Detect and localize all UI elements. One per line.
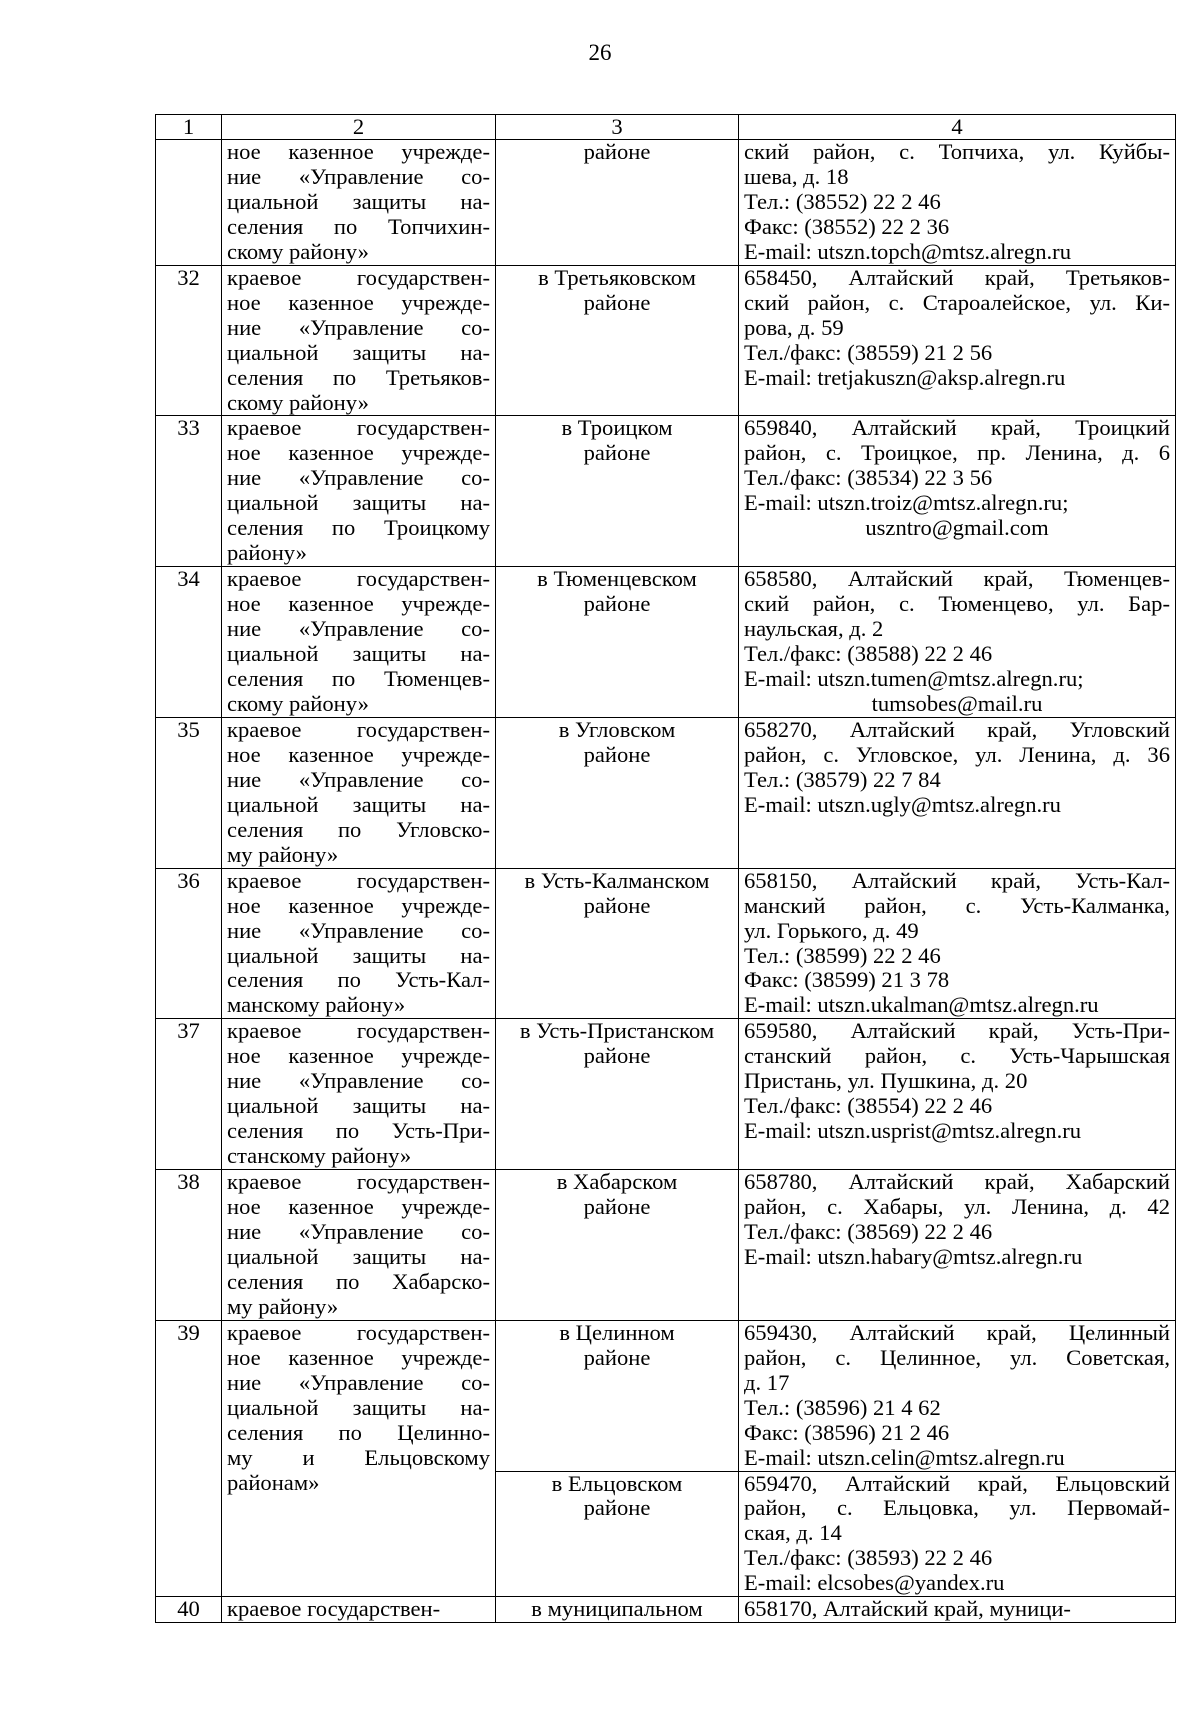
institution-name-line: ние «Управление со-	[227, 766, 490, 792]
institution-name-line: селения по Целинно-	[227, 1419, 490, 1445]
address-line: E-mail: utszn.ugly@mtsz.alregn.ru	[744, 791, 1061, 817]
institution-name-cell	[222, 1170, 496, 1321]
institution-name-line: ние «Управление со-	[227, 1218, 490, 1244]
institution-name-line: селения по Угловско-	[227, 816, 490, 842]
column-header-4: 4	[739, 115, 1176, 140]
district-line: в Тюменцевском	[537, 566, 697, 592]
address-line: ский район, с. Топчиха, ул. Куйбы-	[744, 139, 1170, 164]
row-number	[156, 140, 222, 266]
institution-name-line: селения по Троицкому	[227, 515, 490, 541]
district-line: в Усть-Пристанском	[519, 1018, 715, 1044]
address-line: uszntro@gmail.com	[865, 515, 1049, 541]
address-line: манский район, с. Усть-Калманка,	[744, 892, 1170, 918]
row-number: 39	[156, 1320, 222, 1596]
address-line: Факс: (38552) 22 2 36	[744, 213, 950, 239]
institution-name-line: краевое государствен-	[227, 1018, 490, 1044]
institution-name-line: ние «Управление со-	[227, 616, 490, 642]
institution-name-line: ное казенное учрежде-	[227, 440, 490, 466]
district-line: районе	[583, 892, 651, 918]
district-line: районе	[583, 289, 651, 315]
institution-name-line: краевое государствен-	[227, 1169, 490, 1195]
address-line: Факс: (38596) 21 2 46	[744, 1419, 950, 1445]
address-line: шева, д. 18	[744, 163, 849, 189]
institution-name-line: краевое государствен-	[227, 867, 490, 893]
institution-name-cell	[222, 1019, 496, 1170]
column-header-1: 1	[156, 115, 222, 140]
table-row	[156, 265, 1176, 416]
district-cell	[496, 1597, 739, 1623]
table-row	[156, 567, 1176, 718]
institution-name-cell	[222, 1597, 496, 1623]
table-body	[156, 115, 1176, 1623]
institution-name-line: ное казенное учрежде-	[227, 1194, 490, 1220]
institution-name-line: ние «Управление со-	[227, 1068, 490, 1094]
table-row	[156, 1019, 1176, 1170]
address-line: Тел.: (38579) 22 7 84	[744, 766, 941, 792]
address-line: ский район, с. Тюменцево, ул. Бар-	[744, 591, 1170, 617]
address-line: E-mail: utszn.troiz@mtsz.alregn.ru;	[744, 490, 1069, 516]
district-cell	[496, 1170, 739, 1321]
institution-name-cell	[222, 416, 496, 567]
row-number: 37	[156, 1019, 222, 1170]
address-line: Тел./факс: (38588) 22 2 46	[744, 641, 993, 667]
institution-name-line: ние «Управление со-	[227, 465, 490, 491]
institution-name-line: краевое государствен-	[227, 1596, 441, 1622]
institution-name-line: краевое государствен-	[227, 264, 490, 290]
address-line: станский район, с. Усть-Чарышская	[744, 1043, 1170, 1069]
district-line: районе	[583, 1194, 651, 1220]
district-line: районе	[583, 591, 651, 617]
table-row	[156, 717, 1176, 868]
address-line: Тел./факс: (38559) 21 2 56	[744, 339, 993, 365]
institution-name-line: ние «Управление со-	[227, 917, 490, 943]
institution-name-line: краевое государствен-	[227, 716, 490, 742]
district-line: районе	[583, 440, 651, 466]
district-cell	[496, 1320, 739, 1471]
institution-name-line: му району»	[227, 841, 339, 867]
table-header-row	[156, 115, 1176, 140]
institution-name-line: селения по Усть-При-	[227, 1118, 490, 1144]
address-line: ул. Горького, д. 49	[744, 917, 919, 943]
institution-name-line: селения по Хабарско-	[227, 1268, 490, 1294]
address-line: Тел.: (38552) 22 2 46	[744, 188, 941, 214]
address-cell	[739, 140, 1176, 266]
institution-name-line: манскому району»	[227, 992, 406, 1018]
institution-name-line: му району»	[227, 1293, 339, 1319]
institution-name-line: селения по Третьяков-	[227, 364, 490, 390]
institution-name-line: циальной защиты на-	[227, 641, 490, 667]
district-line: районе	[583, 741, 651, 767]
address-line: район, с. Троицкое, пр. Ленина, д. 6	[744, 440, 1170, 466]
district-line: районе	[583, 1495, 651, 1521]
address-line: наульская, д. 2	[744, 616, 884, 642]
column-header-3: 3	[496, 115, 739, 140]
address-line: 658580, Алтайский край, Тюменцев-	[744, 566, 1170, 592]
address-cell	[739, 416, 1176, 567]
institution-name-line: станскому району»	[227, 1143, 412, 1169]
institution-name-line: скому району»	[227, 238, 369, 264]
district-cell	[496, 140, 739, 266]
district-line: районе	[583, 1043, 651, 1069]
address-line: Факс: (38599) 21 3 78	[744, 967, 950, 993]
address-line: 659470, Алтайский край, Ельцовский	[744, 1470, 1170, 1496]
district-line: в Третьяковском	[538, 264, 696, 290]
district-cell	[496, 868, 739, 1019]
address-line: 658270, Алтайский край, Угловский	[744, 716, 1170, 742]
institution-name-line: ние «Управление со-	[227, 163, 490, 189]
address-line: E-mail: utszn.usprist@mtsz.alregn.ru	[744, 1118, 1082, 1144]
address-line: район, с. Ельцовка, ул. Первомай-	[744, 1495, 1170, 1521]
address-cell	[739, 1471, 1176, 1597]
address-cell	[739, 1170, 1176, 1321]
institution-name-line: ное казенное учрежде-	[227, 1344, 490, 1370]
address-cell	[739, 1597, 1176, 1623]
institution-name-line: району»	[227, 540, 307, 566]
institution-name-cell	[222, 1320, 496, 1596]
institution-name-line: циальной защиты на-	[227, 1394, 490, 1420]
row-number: 38	[156, 1170, 222, 1321]
table-row	[156, 140, 1176, 266]
address-line: д. 17	[744, 1369, 790, 1395]
institution-name-line: краевое государствен-	[227, 415, 490, 441]
district-cell	[496, 1471, 739, 1597]
table-row	[156, 416, 1176, 567]
institution-name-line: селения по Тюменцев-	[227, 666, 490, 692]
institution-name-line: селения по Усть-Кал-	[227, 967, 490, 993]
social-protection-table	[155, 114, 1176, 1623]
institution-name-line: ное казенное учрежде-	[227, 591, 490, 617]
address-cell	[739, 1320, 1176, 1471]
address-line: E-mail: utszn.habary@mtsz.alregn.ru	[744, 1243, 1083, 1269]
table-row	[156, 1597, 1176, 1623]
table-row	[156, 868, 1176, 1019]
address-line: E-mail: utszn.topch@mtsz.alregn.ru	[744, 238, 1071, 264]
district-cell	[496, 265, 739, 416]
address-line: Пристань, ул. Пушкина, д. 20	[744, 1068, 1028, 1094]
district-line: районе	[583, 1344, 651, 1370]
address-line: Тел./факс: (38534) 22 3 56	[744, 465, 993, 491]
address-line: Тел.: (38596) 21 4 62	[744, 1394, 941, 1420]
institution-name-line: районам»	[227, 1469, 320, 1495]
address-line: 659430, Алтайский край, Целинный	[744, 1319, 1170, 1345]
institution-name-line: циальной защиты на-	[227, 1243, 490, 1269]
institution-name-line: ние «Управление со-	[227, 314, 490, 340]
district-cell	[496, 567, 739, 718]
address-line: E-mail: utszn.ukalman@mtsz.alregn.ru	[744, 992, 1099, 1018]
institution-name-line: ное казенное учрежде-	[227, 892, 490, 918]
institution-name-line: краевое государствен-	[227, 566, 490, 592]
address-line: район, с. Угловское, ул. Ленина, д. 36	[744, 741, 1170, 767]
district-line: в Целинном	[559, 1319, 675, 1345]
page-number: 26	[588, 40, 612, 65]
row-number: 33	[156, 416, 222, 567]
address-line: 659840, Алтайский край, Троицкий	[744, 415, 1170, 441]
institution-name-line: му и Ельцовскому	[227, 1444, 490, 1470]
district-line: в Угловском	[558, 716, 676, 742]
district-line: в Ельцовском	[551, 1470, 683, 1496]
address-line: Тел./факс: (38554) 22 2 46	[744, 1093, 993, 1119]
address-line: 658450, Алтайский край, Третьяков-	[744, 264, 1170, 290]
address-line: Тел.: (38599) 22 2 46	[744, 942, 941, 968]
district-line: районе	[583, 139, 651, 164]
institution-name-line: ное казенное учрежде-	[227, 1043, 490, 1069]
address-line: Тел./факс: (38569) 22 2 46	[744, 1218, 993, 1244]
table-row	[156, 1320, 1176, 1471]
address-line: 659580, Алтайский край, Усть-При-	[744, 1018, 1170, 1044]
column-header-2: 2	[222, 115, 496, 140]
institution-name-line: циальной защиты на-	[227, 1093, 490, 1119]
institution-name-line: краевое государствен-	[227, 1319, 490, 1345]
address-line: E-mail: utszn.tumen@mtsz.alregn.ru;	[744, 666, 1084, 692]
address-line: рова, д. 59	[744, 314, 844, 340]
address-line: 658170, Алтайский край, муници-	[744, 1596, 1071, 1622]
row-number: 35	[156, 717, 222, 868]
district-line: в муниципальном	[531, 1596, 703, 1622]
institution-name-line: ное казенное учрежде-	[227, 741, 490, 767]
address-line: tumsobes@mail.ru	[871, 690, 1043, 716]
address-line: ский район, с. Староалейское, ул. Ки-	[744, 289, 1170, 315]
institution-name-cell	[222, 868, 496, 1019]
address-cell	[739, 717, 1176, 868]
institution-name-line: циальной защиты на-	[227, 490, 490, 516]
institution-name-line: ние «Управление со-	[227, 1369, 490, 1395]
institution-name-line: скому району»	[227, 389, 369, 415]
institution-name-cell	[222, 265, 496, 416]
row-number: 40	[156, 1597, 222, 1623]
address-line: район, с. Целинное, ул. Советская,	[744, 1344, 1170, 1370]
row-number: 36	[156, 868, 222, 1019]
institution-name-line: циальной защиты на-	[227, 339, 490, 365]
table-row	[156, 1170, 1176, 1321]
district-line: в Усть-Калманском	[524, 867, 710, 893]
institution-name-line: селения по Топчихин-	[227, 213, 490, 239]
institution-name-line: циальной защиты на-	[227, 188, 490, 214]
address-line: E-mail: tretjakuszn@aksp.alregn.ru	[744, 364, 1066, 390]
address-line: 658780, Алтайский край, Хабарский	[744, 1169, 1170, 1195]
institution-name-cell	[222, 140, 496, 266]
address-line: E-mail: utszn.celin@mtsz.alregn.ru	[744, 1444, 1065, 1470]
address-line: ская, д. 14	[744, 1520, 842, 1546]
district-cell	[496, 416, 739, 567]
institution-name-cell	[222, 567, 496, 718]
address-line: Тел./факс: (38593) 22 2 46	[744, 1545, 993, 1571]
address-line: район, с. Хабары, ул. Ленина, д. 42	[744, 1194, 1170, 1220]
institution-name-line: циальной защиты на-	[227, 791, 490, 817]
row-number: 34	[156, 567, 222, 718]
address-line: E-mail: elcsobes@yandex.ru	[744, 1570, 1005, 1596]
institution-name-line: ное казенное учрежде-	[227, 139, 490, 164]
institution-name-line: скому району»	[227, 690, 369, 716]
institution-name-line: циальной защиты на-	[227, 942, 490, 968]
address-cell	[739, 265, 1176, 416]
row-number: 32	[156, 265, 222, 416]
address-cell	[739, 868, 1176, 1019]
address-line: 658150, Алтайский край, Усть-Кал-	[744, 867, 1170, 893]
district-line: в Хабарском	[556, 1169, 678, 1195]
district-line: в Троицком	[561, 415, 673, 441]
district-cell	[496, 1019, 739, 1170]
district-cell	[496, 717, 739, 868]
institution-name-line: ное казенное учрежде-	[227, 289, 490, 315]
address-cell	[739, 1019, 1176, 1170]
institution-name-cell	[222, 717, 496, 868]
address-cell	[739, 567, 1176, 718]
